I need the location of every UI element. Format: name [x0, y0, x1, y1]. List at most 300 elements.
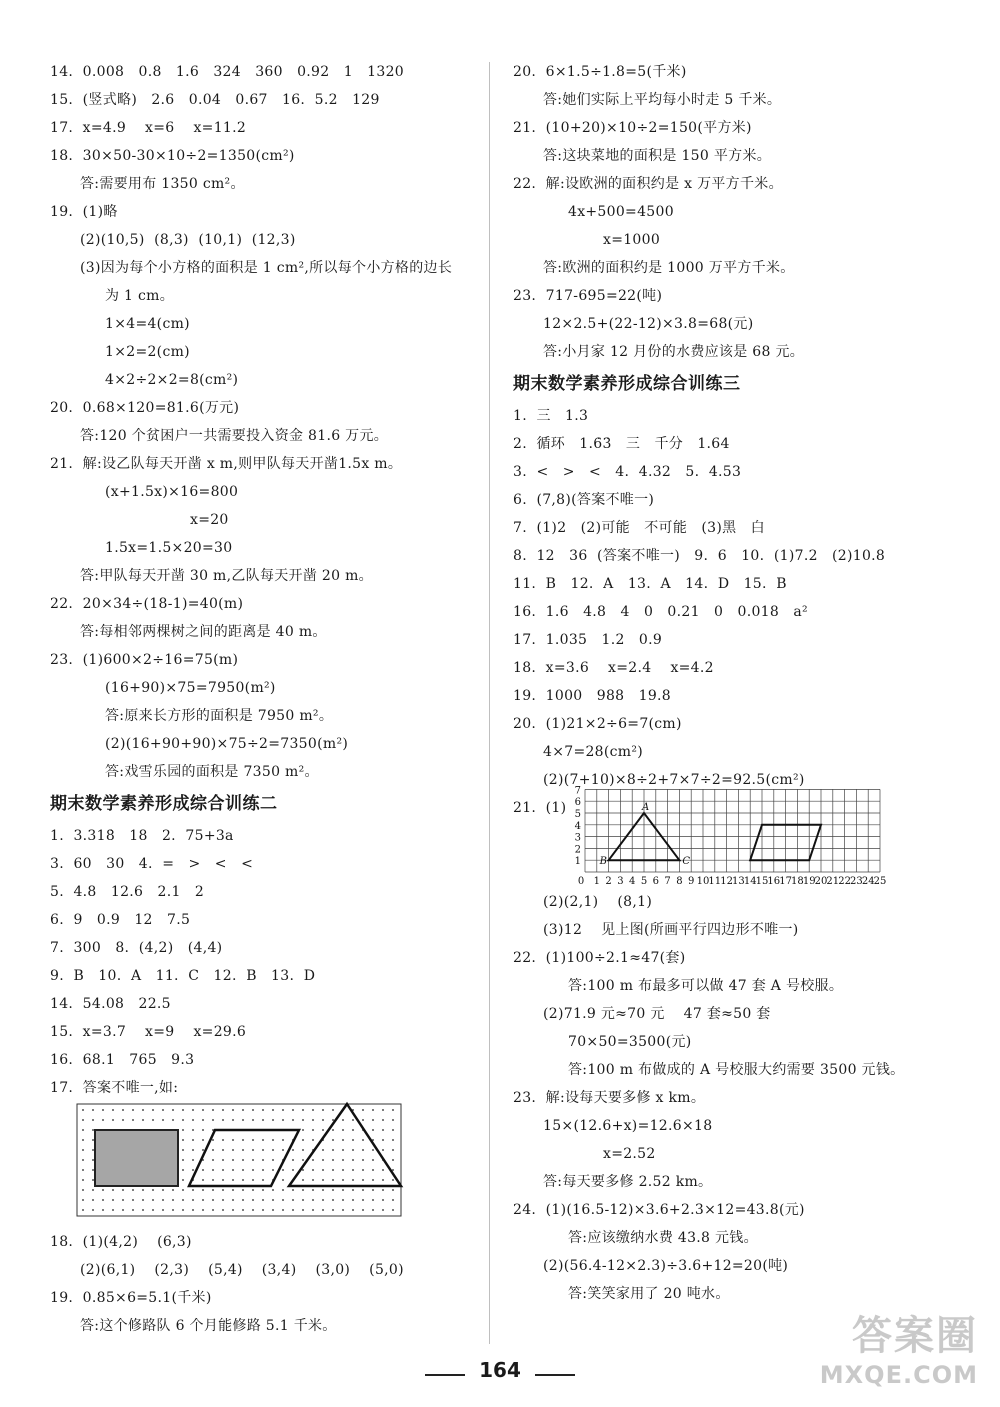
- grid-dot: [232, 1119, 234, 1121]
- grid-dot: [352, 1159, 354, 1161]
- grid-dot: [382, 1199, 384, 1201]
- grid-dot: [352, 1149, 354, 1151]
- grid-dot: [212, 1119, 214, 1121]
- grid-dot: [262, 1119, 264, 1121]
- x-tick-label: 11: [708, 876, 722, 887]
- grid-dot: [92, 1199, 94, 1201]
- grid-dot: [242, 1189, 244, 1191]
- grid-dot: [82, 1109, 84, 1111]
- answer-line: 23. (1)600×2÷16=75(m): [50, 652, 239, 668]
- answer-line: 1×4=4(cm): [105, 316, 190, 332]
- answer-line: 4×2÷2×2=8(cm²): [105, 372, 239, 388]
- grid-dot: [82, 1169, 84, 1171]
- answer-line: 15. x=3.7 x=9 x=29.6: [50, 1024, 247, 1040]
- grid-dot: [182, 1129, 184, 1131]
- grid-dot: [92, 1179, 94, 1181]
- grid-dot: [302, 1209, 304, 1211]
- grid-dot: [192, 1199, 194, 1201]
- grid-dot: [372, 1199, 374, 1201]
- grid-dot: [192, 1139, 194, 1141]
- grid-dot: [232, 1189, 234, 1191]
- answer-line: 答:应该缴纳水费 43.8 元钱。: [568, 1230, 758, 1246]
- grid-dot: [82, 1209, 84, 1211]
- grid-dot: [282, 1109, 284, 1111]
- grid-dot: [372, 1179, 374, 1181]
- grid-dot: [212, 1179, 214, 1181]
- grid-dot: [282, 1149, 284, 1151]
- answer-line: 22. 解:设欧洲的面积约是 x 万平方千米。: [513, 176, 783, 192]
- x-tick-label: 19: [802, 876, 816, 887]
- grid-dot: [362, 1159, 364, 1161]
- grid-dot: [102, 1189, 104, 1191]
- grid-dot: [312, 1159, 314, 1161]
- answer-line: 22. (1)100÷2.1≈47(套): [513, 950, 686, 966]
- grid-dot: [222, 1149, 224, 1151]
- grid-dot: [342, 1129, 344, 1131]
- answer-line: (x+1.5x)×16=800: [105, 484, 239, 500]
- grid-dot: [272, 1159, 274, 1161]
- grid-dot: [272, 1119, 274, 1121]
- answer-line: (2)(2,1) (8,1): [543, 894, 653, 910]
- grid-dot: [252, 1199, 254, 1201]
- grid-dot: [262, 1139, 264, 1141]
- grid-dot: [362, 1149, 364, 1151]
- x-tick-label: 6: [652, 876, 659, 887]
- grid-dot: [242, 1199, 244, 1201]
- grid-dot: [102, 1109, 104, 1111]
- answer-line: 为 1 cm。: [105, 288, 175, 304]
- x-tick-label: 13: [732, 876, 745, 887]
- grid-dot: [392, 1109, 394, 1111]
- grid-dot: [252, 1119, 254, 1121]
- answer-line: x=20: [190, 512, 229, 528]
- triangle-shape: [289, 1104, 401, 1186]
- grid-dot: [202, 1109, 204, 1111]
- grid-dot: [262, 1179, 264, 1181]
- grid-dot: [232, 1199, 234, 1201]
- answer-line: 18. x=3.6 x=2.4 x=4.2: [513, 660, 714, 676]
- origin-label: 0: [577, 876, 585, 887]
- grid-dot: [222, 1179, 224, 1181]
- answer-line: 答:甲队每天开凿 30 m,乙队每天开凿 20 m。: [80, 568, 373, 584]
- y-tick-label: 6: [574, 797, 581, 809]
- grid-dot: [342, 1209, 344, 1211]
- grid-dot: [382, 1119, 384, 1121]
- grid-dot: [392, 1159, 394, 1161]
- answer-line: 21. (10+20)×10÷2=150(平方米): [513, 120, 752, 136]
- grid-dot: [102, 1209, 104, 1211]
- grid-dot: [162, 1189, 164, 1191]
- grid-dot: [292, 1159, 294, 1161]
- answer-line: 答:原来长方形的面积是 7950 m²。: [105, 708, 334, 724]
- watermark: [820, 1304, 978, 1389]
- answer-line: 14. 54.08 22.5: [50, 996, 171, 1012]
- answer-line: 答:小月家 12 月份的水费应该是 68 元。: [543, 344, 805, 360]
- grid-dot: [352, 1209, 354, 1211]
- grid-dot: [222, 1119, 224, 1121]
- page-number: 164: [479, 1358, 521, 1382]
- grid-dot: [392, 1139, 394, 1141]
- x-tick-label: 22: [838, 876, 851, 887]
- grid-dot: [92, 1109, 94, 1111]
- grid-dot: [272, 1109, 274, 1111]
- grid-dot: [302, 1189, 304, 1191]
- grid-dot: [172, 1209, 174, 1211]
- grid-dot: [212, 1159, 214, 1161]
- dot-grid-figure: [50, 1102, 475, 1228]
- answer-line: 19. 0.85×6=5.1(千米): [50, 1290, 212, 1306]
- grid-dot: [302, 1129, 304, 1131]
- answer-line: 15. (竖式略) 2.6 0.04 0.67 16. 5.2 129: [50, 92, 380, 108]
- grid-dot: [152, 1209, 154, 1211]
- answer-line: (2)71.9 元≈70 元 47 套≈50 套: [543, 1006, 771, 1022]
- grid-dot: [362, 1209, 364, 1211]
- grid-dot: [182, 1199, 184, 1201]
- answer-line: (2)(16+90+90)×75÷2=7350(m²): [105, 736, 349, 752]
- footer-rule-left: [425, 1374, 465, 1376]
- grid-dot: [262, 1159, 264, 1161]
- answer-line: 答:这块菜地的面积是 150 平方米。: [543, 148, 772, 164]
- grid-dot: [252, 1159, 254, 1161]
- grid-dot: [332, 1109, 334, 1111]
- answer-line: 9. B 10. A 11. C 12. B 13. D: [50, 968, 316, 984]
- grid-dot: [92, 1169, 94, 1171]
- grid-dot: [332, 1199, 334, 1201]
- answer-line: 3. < > < 4. 4.32 5. 4.53: [513, 464, 742, 480]
- x-tick-label: 10: [696, 876, 710, 887]
- answer-line: 21. 解:设乙队每天开凿 x m,则甲队每天开凿1.5x m。: [50, 456, 403, 472]
- answer-line: 3. 60 30 4. = > < <: [50, 856, 254, 872]
- grid-dot: [322, 1149, 324, 1151]
- x-tick-label: 23: [850, 876, 863, 887]
- grid-dot: [372, 1209, 374, 1211]
- grid-dot: [212, 1169, 214, 1171]
- answer-line: 7. 300 8. (4,2) (4,4): [50, 940, 223, 956]
- grid-dot: [92, 1119, 94, 1121]
- grid-dot: [192, 1209, 194, 1211]
- grid-dot: [122, 1119, 124, 1121]
- grid-dot: [162, 1109, 164, 1111]
- grid-dot: [202, 1169, 204, 1171]
- grid-dot: [282, 1119, 284, 1121]
- grid-dot: [282, 1179, 284, 1181]
- answer-line: x=2.52: [603, 1146, 656, 1162]
- grid-dot: [392, 1149, 394, 1151]
- grid-dot: [222, 1199, 224, 1201]
- x-tick-label: 21: [826, 876, 840, 887]
- answer-line: 16. 68.1 765 9.3: [50, 1052, 195, 1068]
- answer-line: 1.5x=1.5×20=30: [105, 540, 233, 556]
- grid-dot: [92, 1129, 94, 1131]
- grid-dot: [392, 1129, 394, 1131]
- x-tick-label: 24: [861, 876, 875, 887]
- grid-dot: [372, 1149, 374, 1151]
- answer-line: 19. 1000 988 19.8: [513, 688, 671, 704]
- grid-dot: [372, 1129, 374, 1131]
- grid-dot: [82, 1129, 84, 1131]
- grid-dot: [362, 1169, 364, 1171]
- grid-dot: [182, 1109, 184, 1111]
- grid-dot: [202, 1189, 204, 1191]
- grid-dot: [102, 1119, 104, 1121]
- dot-grid-shapes: [75, 1102, 405, 1220]
- grid-dot: [292, 1119, 294, 1121]
- section-title: 期末数学素养形成综合训练三: [513, 374, 741, 394]
- grid-dot: [252, 1189, 254, 1191]
- grid-dot: [332, 1149, 334, 1151]
- grid-dot: [302, 1159, 304, 1161]
- grid-dot: [242, 1139, 244, 1141]
- grid-dot: [322, 1189, 324, 1191]
- grid-dot: [342, 1149, 344, 1151]
- answer-line: 5. 4.8 12.6 2.1 2: [50, 884, 205, 900]
- answer-line: 答:欧洲的面积约是 1000 万平方千米。: [543, 260, 795, 276]
- grid-dot: [232, 1109, 234, 1111]
- grid-dot: [292, 1199, 294, 1201]
- grid-dot: [282, 1209, 284, 1211]
- grid-dot: [212, 1139, 214, 1141]
- grid-dot: [152, 1109, 154, 1111]
- x-tick-label: 12: [720, 876, 733, 887]
- grid-dot: [332, 1209, 334, 1211]
- y-tick-label: 2: [574, 844, 581, 856]
- grid-dot: [292, 1149, 294, 1151]
- grid-dot: [252, 1169, 254, 1171]
- answer-line: 11. B 12. A 13. A 14. D 15. B: [513, 576, 787, 592]
- grid-dot: [192, 1119, 194, 1121]
- grid-dot: [362, 1189, 364, 1191]
- grid-dot: [122, 1109, 124, 1111]
- answer-line: (2)(56.4-12×2.3)÷3.6+12=20(吨): [543, 1258, 789, 1274]
- answer-line: 2. 循环 1.6̇3̇ 三 千分 1.64: [513, 436, 730, 452]
- grid-dot: [92, 1159, 94, 1161]
- x-tick-label: 4: [629, 876, 636, 887]
- grid-dot: [212, 1149, 214, 1151]
- coordinate-graph-figure: [513, 785, 953, 888]
- grid-dot: [132, 1189, 134, 1191]
- grid-dot: [282, 1139, 284, 1141]
- grid-dot: [112, 1209, 114, 1211]
- grid-dot: [342, 1179, 344, 1181]
- answer-line: 答:每天要多修 2.52 km。: [543, 1174, 713, 1190]
- grid-dot: [282, 1189, 284, 1191]
- grid-dot: [322, 1169, 324, 1171]
- grid-dot: [92, 1149, 94, 1151]
- answer-line: 23. 717-695=22(吨): [513, 288, 663, 304]
- column-divider: [489, 62, 490, 1344]
- answer-line: (3)12 见上图(所画平行四边形不唯一): [543, 922, 799, 938]
- x-tick-label: 17: [779, 876, 792, 887]
- shaded-square: [95, 1130, 178, 1186]
- grid-dot: [312, 1169, 314, 1171]
- grid-dot: [172, 1109, 174, 1111]
- answer-line: 答:每相邻两棵树之间的距离是 40 m。: [80, 624, 327, 640]
- x-tick-label: 14: [743, 876, 757, 887]
- x-tick-label: 2: [605, 876, 612, 887]
- left-column: [50, 58, 475, 1340]
- grid-dot: [352, 1119, 354, 1121]
- answer-line: 1×2=2(cm): [105, 344, 190, 360]
- grid-dot: [232, 1149, 234, 1151]
- answer-line: 19. (1)略: [50, 204, 118, 220]
- grid-dot: [342, 1159, 344, 1161]
- grid-dot: [312, 1199, 314, 1201]
- y-tick-label: 1: [574, 856, 581, 868]
- grid-dot: [302, 1179, 304, 1181]
- grid-dot: [202, 1179, 204, 1181]
- answer-line: 15×(12.6+x)=12.6×18: [543, 1118, 713, 1134]
- grid-dot: [352, 1199, 354, 1201]
- grid-dot: [312, 1129, 314, 1131]
- grid-dot: [142, 1189, 144, 1191]
- grid-dot: [232, 1159, 234, 1161]
- grid-dot: [92, 1189, 94, 1191]
- grid-dot: [332, 1189, 334, 1191]
- grid-dot: [252, 1109, 254, 1111]
- grid-dot: [332, 1179, 334, 1181]
- grid-dot: [212, 1209, 214, 1211]
- grid-dot: [302, 1149, 304, 1151]
- answer-line: 6. (7,8)(答案不唯一): [513, 492, 655, 508]
- x-tick-label: 18: [791, 876, 804, 887]
- grid-dot: [392, 1209, 394, 1211]
- grid-dot: [362, 1109, 364, 1111]
- grid-dot: [82, 1139, 84, 1141]
- grid-dot: [382, 1129, 384, 1131]
- watermark-logo: 答案圈: [852, 1313, 978, 1359]
- y-tick-label: 3: [574, 832, 581, 844]
- answer-line: 18. 30×50-30×10÷2=1350(cm²): [50, 148, 295, 164]
- grid-dot: [202, 1199, 204, 1201]
- grid-dot: [322, 1209, 324, 1211]
- x-tick-label: 3: [617, 876, 624, 887]
- grid-dot: [262, 1209, 264, 1211]
- grid-dot: [142, 1119, 144, 1121]
- grid-dot: [342, 1169, 344, 1171]
- answer-line: 答:这个修路队 6 个月能修路 5.1 千米。: [80, 1318, 337, 1334]
- grid-dot: [372, 1189, 374, 1191]
- grid-dot: [352, 1189, 354, 1191]
- answer-line: 23. 解:设每天要多修 x km。: [513, 1090, 706, 1106]
- x-tick-label: 5: [640, 876, 648, 887]
- vertex-label: A: [642, 802, 650, 813]
- y-tick-label: 4: [574, 820, 581, 832]
- answer-line: 17. 答案不唯一,如:: [50, 1080, 179, 1096]
- grid-dot: [122, 1209, 124, 1211]
- grid-dot: [242, 1109, 244, 1111]
- grid-dot: [212, 1189, 214, 1191]
- grid-dot: [162, 1209, 164, 1211]
- grid-dot: [392, 1199, 394, 1201]
- section-title: 期末数学素养形成综合训练二: [50, 794, 278, 814]
- answer-line: 答:120 个贫困户一共需要投入资金 81.6 万元。: [80, 428, 389, 444]
- answer-line: 17. 1.035 1.2 0.9: [513, 632, 663, 648]
- grid-dot: [342, 1139, 344, 1141]
- grid-dot: [112, 1199, 114, 1201]
- grid-dot: [132, 1119, 134, 1121]
- grid-dot: [382, 1189, 384, 1191]
- y-tick-label: 7: [574, 785, 581, 797]
- answer-line: 20. 6×1.5÷1.8=5(千米): [513, 64, 687, 80]
- grid-dot: [172, 1189, 174, 1191]
- x-tick-label: 20: [814, 876, 828, 887]
- grid-dot: [392, 1189, 394, 1191]
- grid-dot: [172, 1119, 174, 1121]
- grid-dot: [192, 1159, 194, 1161]
- right-column: [513, 58, 953, 1308]
- grid-dot: [222, 1109, 224, 1111]
- grid-dot: [82, 1189, 84, 1191]
- answer-line: 21. (1): [513, 800, 567, 816]
- answer-line: 7. (1)2 (2)可能 不可能 (3)黑 白: [513, 520, 765, 536]
- grid-dot: [132, 1209, 134, 1211]
- grid-dot: [312, 1189, 314, 1191]
- grid-dot: [372, 1119, 374, 1121]
- grid-dot: [312, 1109, 314, 1111]
- coordinate-graph: [521, 785, 941, 888]
- grid-dot: [162, 1199, 164, 1201]
- grid-dot: [262, 1199, 264, 1201]
- answer-line: (2)(10,5) (8,3) (10,1) (12,3): [80, 232, 296, 248]
- grid-dot: [222, 1139, 224, 1141]
- answer-line: 14. 0.008 0.8 1.6 324 360 0.92 1 1320: [50, 64, 404, 80]
- grid-dot: [82, 1179, 84, 1181]
- grid-dot: [222, 1189, 224, 1191]
- grid-dot: [392, 1179, 394, 1181]
- grid-dot: [252, 1209, 254, 1211]
- x-tick-label: 8: [676, 876, 683, 887]
- grid-dot: [122, 1199, 124, 1201]
- grid-dot: [202, 1119, 204, 1121]
- grid-dot: [302, 1109, 304, 1111]
- grid-dot: [302, 1139, 304, 1141]
- answer-line: 答:她们实际上平均每小时走 5 千米。: [543, 92, 782, 108]
- grid-dot: [242, 1119, 244, 1121]
- grid-dot: [372, 1109, 374, 1111]
- grid-dot: [312, 1119, 314, 1121]
- answer-line: 答:戏雪乐园的面积是 7350 m²。: [105, 764, 319, 780]
- x-tick-label: 15: [755, 876, 769, 887]
- grid-dot: [292, 1109, 294, 1111]
- grid-dot: [302, 1119, 304, 1121]
- answer-line: 答:100 m 布最多可以做 47 套 A 号校服。: [568, 978, 844, 994]
- grid-dot: [182, 1209, 184, 1211]
- grid-dot: [262, 1149, 264, 1151]
- grid-dot: [332, 1129, 334, 1131]
- parallelogram-shape: [189, 1130, 299, 1186]
- answer-line: 6. 9 0.9 12 7.5: [50, 912, 191, 928]
- grid-dot: [332, 1169, 334, 1171]
- grid-dot: [272, 1199, 274, 1201]
- grid-dot: [382, 1179, 384, 1181]
- answer-line: x=1000: [603, 232, 661, 248]
- answer-line: (3)因为每个小方格的面积是 1 cm²,所以每个小方格的边长: [80, 260, 453, 276]
- grid-dot: [222, 1209, 224, 1211]
- grid-dot: [252, 1139, 254, 1141]
- answer-line: 70×50=3500(元): [568, 1034, 692, 1050]
- grid-dot: [322, 1109, 324, 1111]
- grid-dot: [222, 1159, 224, 1161]
- x-tick-label: 16: [767, 876, 781, 887]
- grid-dot: [322, 1199, 324, 1201]
- grid-dot: [272, 1209, 274, 1211]
- answer-line: (2)(7+10)×8÷2+7×7÷2=92.5(cm²): [543, 772, 805, 788]
- grid-dot: [182, 1149, 184, 1151]
- grid-dot: [202, 1129, 204, 1131]
- grid-dot: [242, 1179, 244, 1181]
- grid-dot: [202, 1139, 204, 1141]
- footer-rule-right: [535, 1374, 575, 1376]
